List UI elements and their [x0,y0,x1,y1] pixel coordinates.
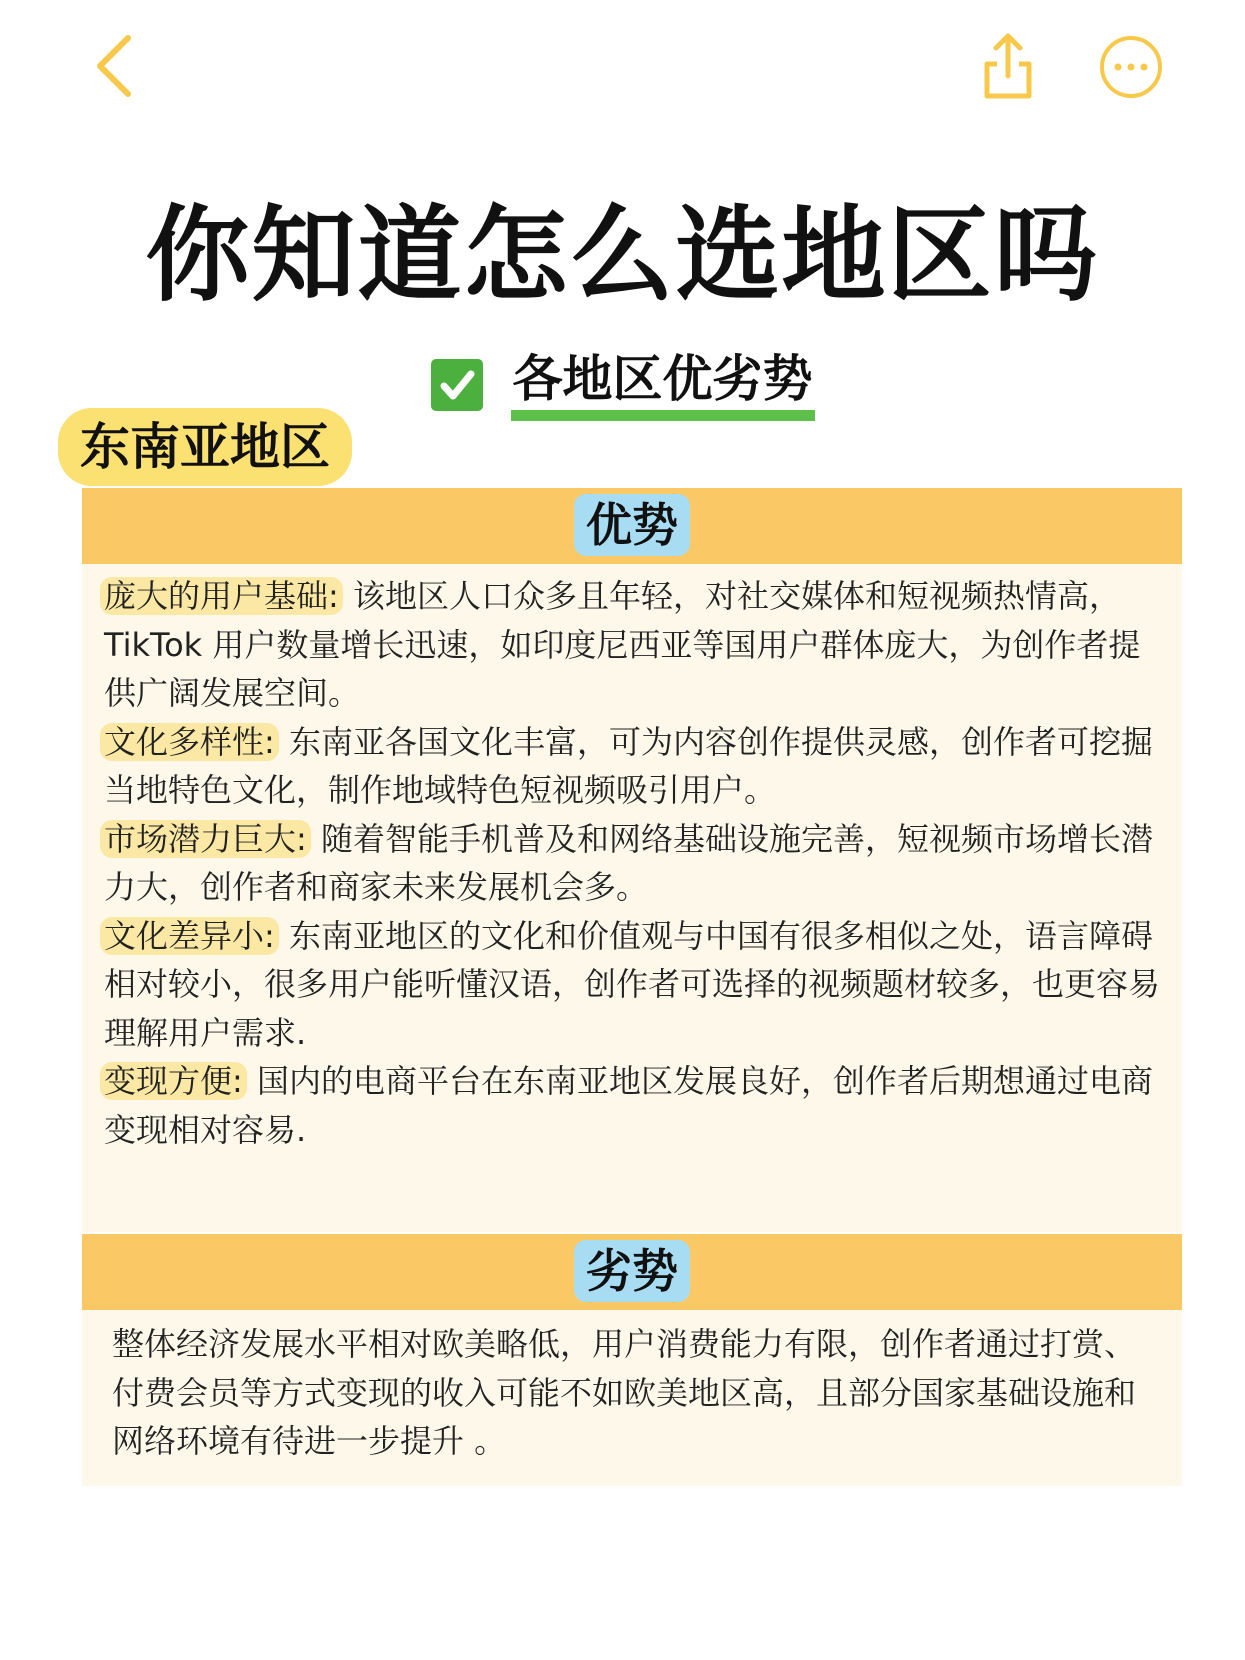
region-heading: 东南亚地区 [58,408,352,486]
advantages-header: 优势 [574,494,690,556]
item-label: 庞大的用户基础: [100,577,343,615]
chevron-left-icon[interactable] [88,32,142,100]
share-icon[interactable] [980,30,1036,102]
item-text: 随着智能手机普及和网络基础设施完善，短视频市场增长潜力大，创作者和商家未来发展机会多。 [104,819,1153,906]
item-label: 变现方便: [100,1062,247,1100]
page-title: 你知道怎么选地区吗 [145,194,1100,316]
advantages-panel [82,564,1182,1232]
item-label: 市场潜力巨大: [100,820,311,858]
item-label: 文化多样性: [100,723,279,761]
list-item [104,572,1162,718]
item-text: 东南亚各国文化丰富，可为内容创作提供灵感，创作者可挖掘当地特色文化，制作地域特色短视频吸引用户。 [104,722,1153,809]
list-item [104,815,1162,912]
disadvantages-panel [82,1310,1182,1486]
more-icon[interactable] [1098,34,1164,100]
subtitle: 各地区优劣势 [511,348,815,421]
item-text: 该地区人口众多且年轻，对社交媒体和短视频热情高，TikTok 用户数量增长迅速，如印度尼西亚等国用户群体庞大，为创作者提供广阔发展空间。 [104,577,1141,712]
top-toolbar [0,0,1245,130]
disadvantages-text: 整体经济发展水平相对欧美略低，用户消费能力有限，创作者通过打赏、付费会员等方式变现的收入可能不如欧美地区高，且部分国家基础设施和网络环境有待进一步提升 。 [112,1325,1137,1460]
disadvantages-header-band [82,1234,1182,1310]
disadvantages-header: 劣势 [574,1240,690,1302]
item-label: 文化差异小: [100,917,279,955]
item-text: 东南亚地区的文化和价值观与中国有很多相似之处，语言障碍相对较小，很多用户能听懂汉语，创作者可选择的视频题材较多，也更容易理解用户需求. [104,916,1161,1052]
list-item [104,912,1162,1058]
advantages-header-band [82,488,1182,564]
list-item [104,718,1162,815]
item-text: 国内的电商平台在东南亚地区发展良好，创作者后期想通过电商变现相对容易. [104,1062,1153,1149]
checkmark-icon [431,359,483,411]
advantages-list [104,572,1162,1154]
list-item [104,1057,1162,1154]
